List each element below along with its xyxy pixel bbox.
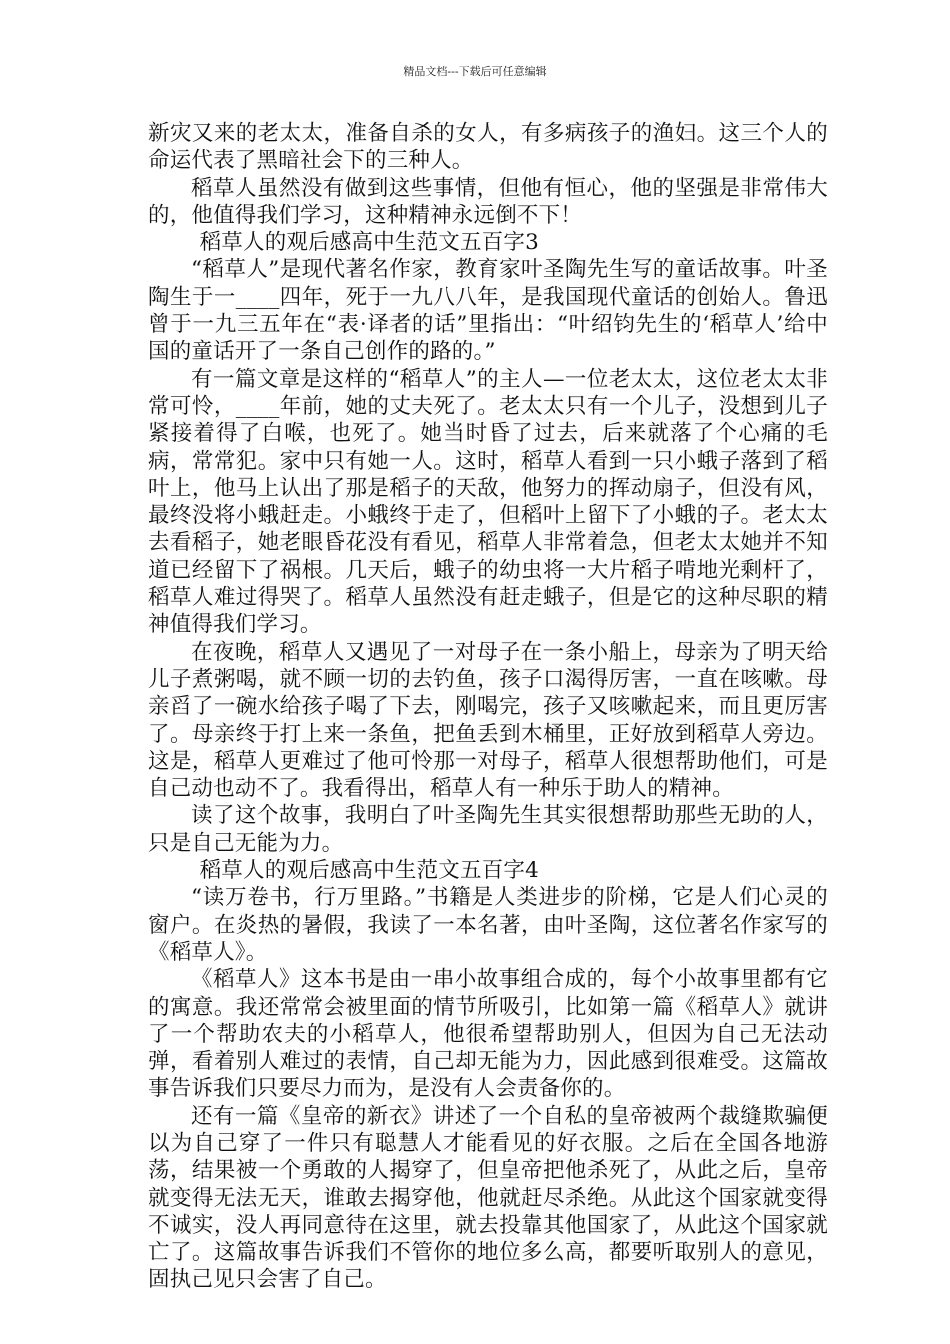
paragraph: 《稻草人》这本书是由一串小故事组合成的，每个小故事里都有它的寓意。我还常常会被里面的情节所吸引，比如第一篇《稻草人》就讲了一个帮助农夫的小稻草人，他很希望帮助别人，但因为自己无法动弹，看着别人难过的表情，自己却无能为力，因此感到很难受。这篇故事告诉我们只要尽力而为，是没有人会责备你的。 <box>148 967 828 1102</box>
paragraph: 有一篇文章是这样的“稻草人”的主人—一位老太太，这位老太太非常可怜，____年前，她的丈夫死了。老太太只有一个儿子，没想到儿子紧接着得了白喉，也死了。她当时昏了过去，后来就落了个心痛的毛病，常常犯。家中只有她一人。这时，稻草人看到一只小蛾子落到了稻叶上，他马上认出了那是稻子的天敌，他努力的挥动扇子，但没有风，最终没将小蛾赶走。小蛾终于走了，但稻叶上留下了小蛾的子。老太太去看稻子，她老眼昏花没有看见，稻草人非常着急，但老太太她并不知道已经留下了祸根。几天后，蛾子的幼虫将一大片稻子啃地光剩杆了，稻草人难过得哭了。稻草人虽然没有赶走蛾子，但是它的这种尽职的精神值得我们学习。 <box>148 366 828 638</box>
paragraph: 稻草人虽然没有做到这些事情，但他有恒心，他的坚强是非常伟大的，他值得我们学习，这种精神永远倒不下！ <box>148 175 828 228</box>
section-heading: 稻草人的观后感高中生范文五百字4 <box>199 858 539 884</box>
paragraph: 还有一篇《皇帝的新衣》讲述了一个自私的皇帝被两个裁缝欺骗便以为自己穿了一件只有聪慧人才能看见的好衣服。之后在全国各地游荡，结果被一个勇敢的人揭穿了，但皇帝把他杀死了，从此之后，皇帝就变得无法无天，谁敢去揭穿他，他就赶尽杀绝。从此这个国家就变得不诚实，没人再同意待在这里，就去投靠其他国家了，从此这个国家就亡了。这篇故事告诉我们不管你的地位多么高，都要听取别人的意见，固执己见只会害了自己。 <box>148 1103 828 1293</box>
paragraph: 在夜晚，稻草人又遇见了一对母子在一条小船上，母亲为了明天给儿子煮粥喝，就不顾一切的去钓鱼，孩子口渴得厉害，一直在咳嗽。母亲舀了一碗水给孩子喝了下去，刚喝完，孩子又咳嗽起来，而且更厉害了。母亲终于打上来一条鱼，把鱼丢到木桶里，正好放到稻草人旁边。这是，稻草人更难过了他可怜那一对母子，稻草人很想帮助他们，可是自己动也动不了。我看得出，稻草人有一种乐于助人的精神。 <box>148 639 828 802</box>
page-header: 精品文档---下载后可任意编辑 <box>403 65 547 78</box>
paragraph: “读万卷书，行万里路。”书籍是人类进步的阶梯，它是人们心灵的窗户。在炎热的暑假，我读了一本名著，由叶圣陶，这位著名作家写的《稻草人》。 <box>148 885 828 965</box>
paragraph: “稻草人”是现代著名作家，教育家叶圣陶先生写的童话故事。叶圣陶生于一____四年，死于一九八八年，是我国现代童话的创始人。鲁迅曾于一九三五年在“表·译者的话”里指出：“叶绍钧先生的‘稻草人’给中国的童话开了一条自己创作的路的。” <box>148 257 828 365</box>
document-body <box>148 120 828 1294</box>
section-heading: 稻草人的观后感高中生范文五百字3 <box>199 230 539 256</box>
paragraph: 新灾又来的老太太，准备自杀的女人，有多病孩子的渔妇。这三个人的命运代表了黑暗社会下的三种人。 <box>148 121 828 174</box>
paragraph: 读了这个故事，我明白了叶圣陶先生其实很想帮助那些无助的人，只是自己无能为力。 <box>148 803 828 856</box>
